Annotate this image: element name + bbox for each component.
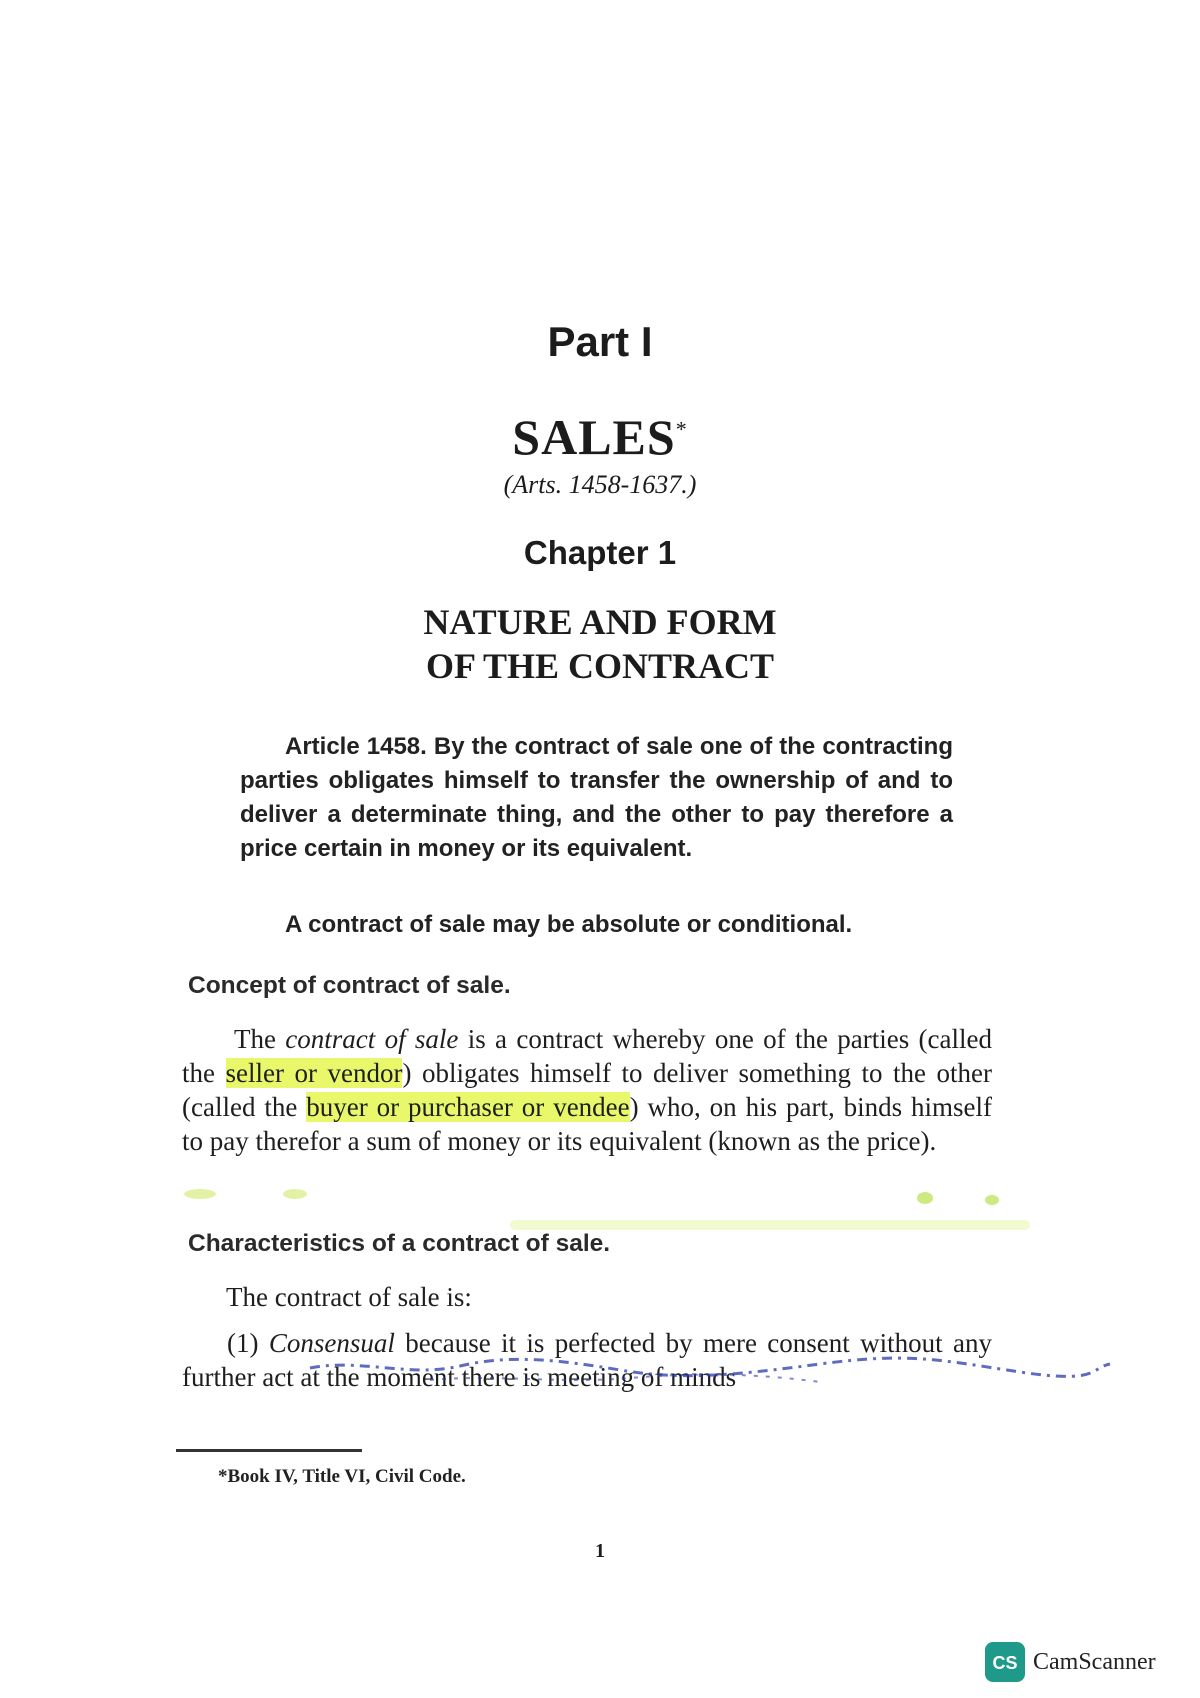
concept-text-4: ) who, on his part, binds himself to pay therefor a sum of money or its equivalent (known as the price). (182, 1092, 992, 1156)
article-1458-text: Article 1458. By the contract of sale one of the contracting parties obligates himself to transfer the ownership of and to deliver a determinate thing, and the other to pay therefore a price certain in money or its equivalent. (240, 733, 953, 862)
highlight-seller: seller or vendor (225, 1058, 403, 1088)
contract-is-line: The contract of sale is: (226, 1282, 472, 1312)
camscanner-name: CamScanner (1033, 1648, 1156, 1675)
sales-title (0, 408, 1200, 466)
concept-term: contract of sale (285, 1024, 459, 1054)
footnote-mark: * (675, 416, 688, 442)
concept-text-2: is a contract whereby one of the parties (called the (182, 1024, 992, 1088)
sales-title-text: SALES (512, 409, 676, 465)
consensual-term: Consensual (268, 1328, 395, 1358)
chapter-subtitle (0, 600, 1200, 688)
part-title: Part I (547, 318, 653, 365)
consensual-text: because it is perfected by mere consent without any further act at the moment there is meeting of minds (182, 1328, 992, 1392)
camscanner-logo-icon (985, 1642, 1025, 1682)
article-1458-clause: A contract of sale may be absolute or conditional. (285, 911, 853, 938)
chapter-title: Chapter 1 (523, 534, 677, 571)
footnote: *Book IV, Title VI, Civil Code. (218, 1466, 466, 1487)
pen-underline-scribble (300, 1350, 1120, 1390)
camscanner-watermark (985, 1640, 1156, 1684)
footnote-divider (176, 1449, 362, 1452)
chapter-subtitle-line-1: NATURE AND FORM (423, 602, 777, 642)
characteristics-heading: Characteristics of a contract of sale. (188, 1230, 611, 1257)
camscanner-logo-text: CS (992, 1653, 1018, 1673)
highlight-buyer: buyer or purchaser or vendee (306, 1092, 630, 1122)
page-number: 1 (595, 1540, 605, 1562)
consensual-number: (1) (227, 1328, 269, 1358)
concept-text-3: ) obligates himself to deliver something to the other (called the (182, 1058, 992, 1122)
articles-range: (Arts. 1458-1637.) (503, 470, 697, 499)
concept-heading: Concept of contract of sale. (188, 972, 511, 999)
concept-text-1: The (234, 1024, 286, 1054)
highlighter-marks (180, 1180, 1180, 1240)
chapter-subtitle-line-2: OF THE CONTRACT (425, 646, 775, 686)
concept-paragraph (182, 1022, 992, 1158)
